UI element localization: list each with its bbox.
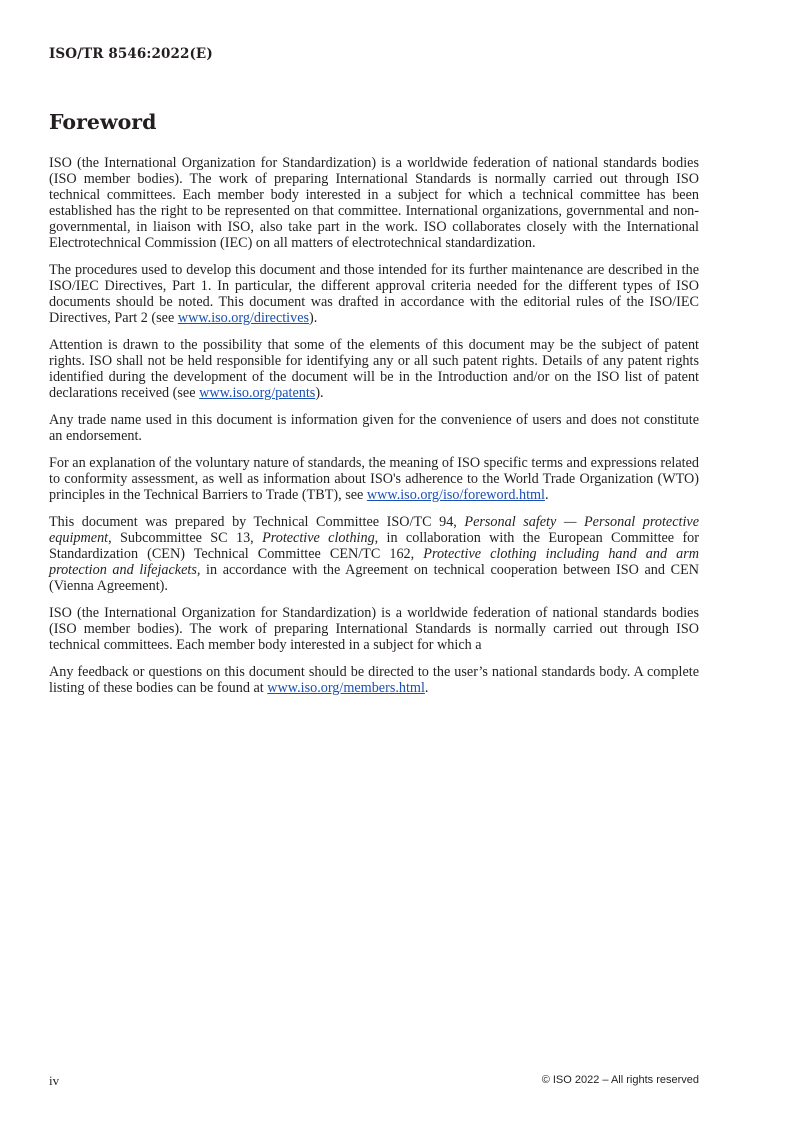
committee-text-3: , in collaboration with the European Committee for Standardization (CEN) Technical Committee CEN/TC 162, xyxy=(49,530,699,562)
patents-link[interactable]: www.iso.org/patents xyxy=(199,385,316,401)
committee-title-italic: Personal safety — Personal protective equipment xyxy=(49,514,699,546)
directives-link[interactable]: www.iso.org/directives xyxy=(177,310,310,326)
paragraph-iso-overview-repeat: ISO (the International Organization for Standardization) is a worldwide federation of national standards bodies (ISO member bodies). The work of preparing International Standards is normally carried out through ISO technical committees. Each member body interested in a subject for which a xyxy=(49,605,699,653)
page-title: Foreword xyxy=(49,110,157,134)
paragraph-patents-end: ). xyxy=(315,385,324,401)
paragraph-feedback-text: Any feedback or questions on this document should be directed to the user’s national standards body. A complete listing of these bodies can be found at xyxy=(49,664,699,696)
paragraph-procedures-end: ). xyxy=(309,310,318,326)
members-link[interactable]: www.iso.org/members.html xyxy=(267,680,425,696)
committee-text-4: in accordance with the Agreement on technical cooperation between ISO and CEN (Vienna Agreement). xyxy=(49,562,699,594)
subcommittee-title-italic: Protective clothing xyxy=(262,530,375,546)
paragraph-iso-overview: ISO (the International Organization for Standardization) is a worldwide federation of national standards bodies (ISO member bodies). The work of preparing International Standards is normally carried out through ISO technical committees. Each member body interested in a subject for which a technical committee has been established has the right to be represented on that committee. International organizations, governmental and non-governmental, in liaison with ISO, also take part in the work. ISO collaborates closely with the International Electrotechnical Commission (IEC) on all matters of electrotechnical standardization. xyxy=(49,155,699,251)
page-number: iv xyxy=(49,1073,60,1088)
copyright-notice: © ISO 2022 – All rights reserved xyxy=(541,1074,699,1086)
paragraph-voluntary-nature xyxy=(49,455,699,503)
paragraph-trade-name: Any trade name used in this document is information given for the convenience of users and does not constitute an endorsement. xyxy=(49,412,699,444)
paragraph-patents-text: Attention is drawn to the possibility that some of the elements of this document may be the subject of patent rights. ISO shall not be held responsible for identifying any or all such patent rights. Details of any patent rights identified during the development of the document will be in the Introduction and/or on the ISO list of patent declarations received (see xyxy=(49,337,699,401)
paragraph-feedback-end: . xyxy=(424,680,429,696)
paragraph-feedback xyxy=(49,664,699,696)
foreword-body xyxy=(49,155,699,707)
committee-text-1: This document was prepared by Technical Committee ISO/TC 94, xyxy=(49,514,465,530)
foreword-link[interactable]: www.iso.org/iso/foreword.html xyxy=(366,487,545,503)
paragraph-procedures xyxy=(49,262,699,326)
paragraph-voluntary-nature-end: . xyxy=(545,487,549,503)
paragraph-procedures-text: The procedures used to develop this document and those intended for its further maintenance are described in the ISO/IEC Directives, Part 1. In particular, the different approval criteria needed for the different types of ISO documents should be noted. This document was drafted in accordance with the editorial rules of the ISO/IEC Directives, Part 2 (see xyxy=(49,262,699,326)
paragraph-committee xyxy=(49,514,699,594)
paragraph-patents xyxy=(49,337,699,401)
paragraph-voluntary-nature-text: For an explanation of the voluntary nature of standards, the meaning of ISO specific terms and expressions related to conformity assessment, as well as information about ISO's adherence to the World Trade Organization (WTO) principles in the Technical Barriers to Trade (TBT), see xyxy=(49,455,699,503)
document-identifier: ISO/TR 8546:2022(E) xyxy=(49,46,213,62)
cen-committee-title-italic: Protective clothing including hand and arm protection and lifejackets, xyxy=(49,546,699,578)
committee-text-2: , Subcommittee SC 13, xyxy=(108,530,263,546)
